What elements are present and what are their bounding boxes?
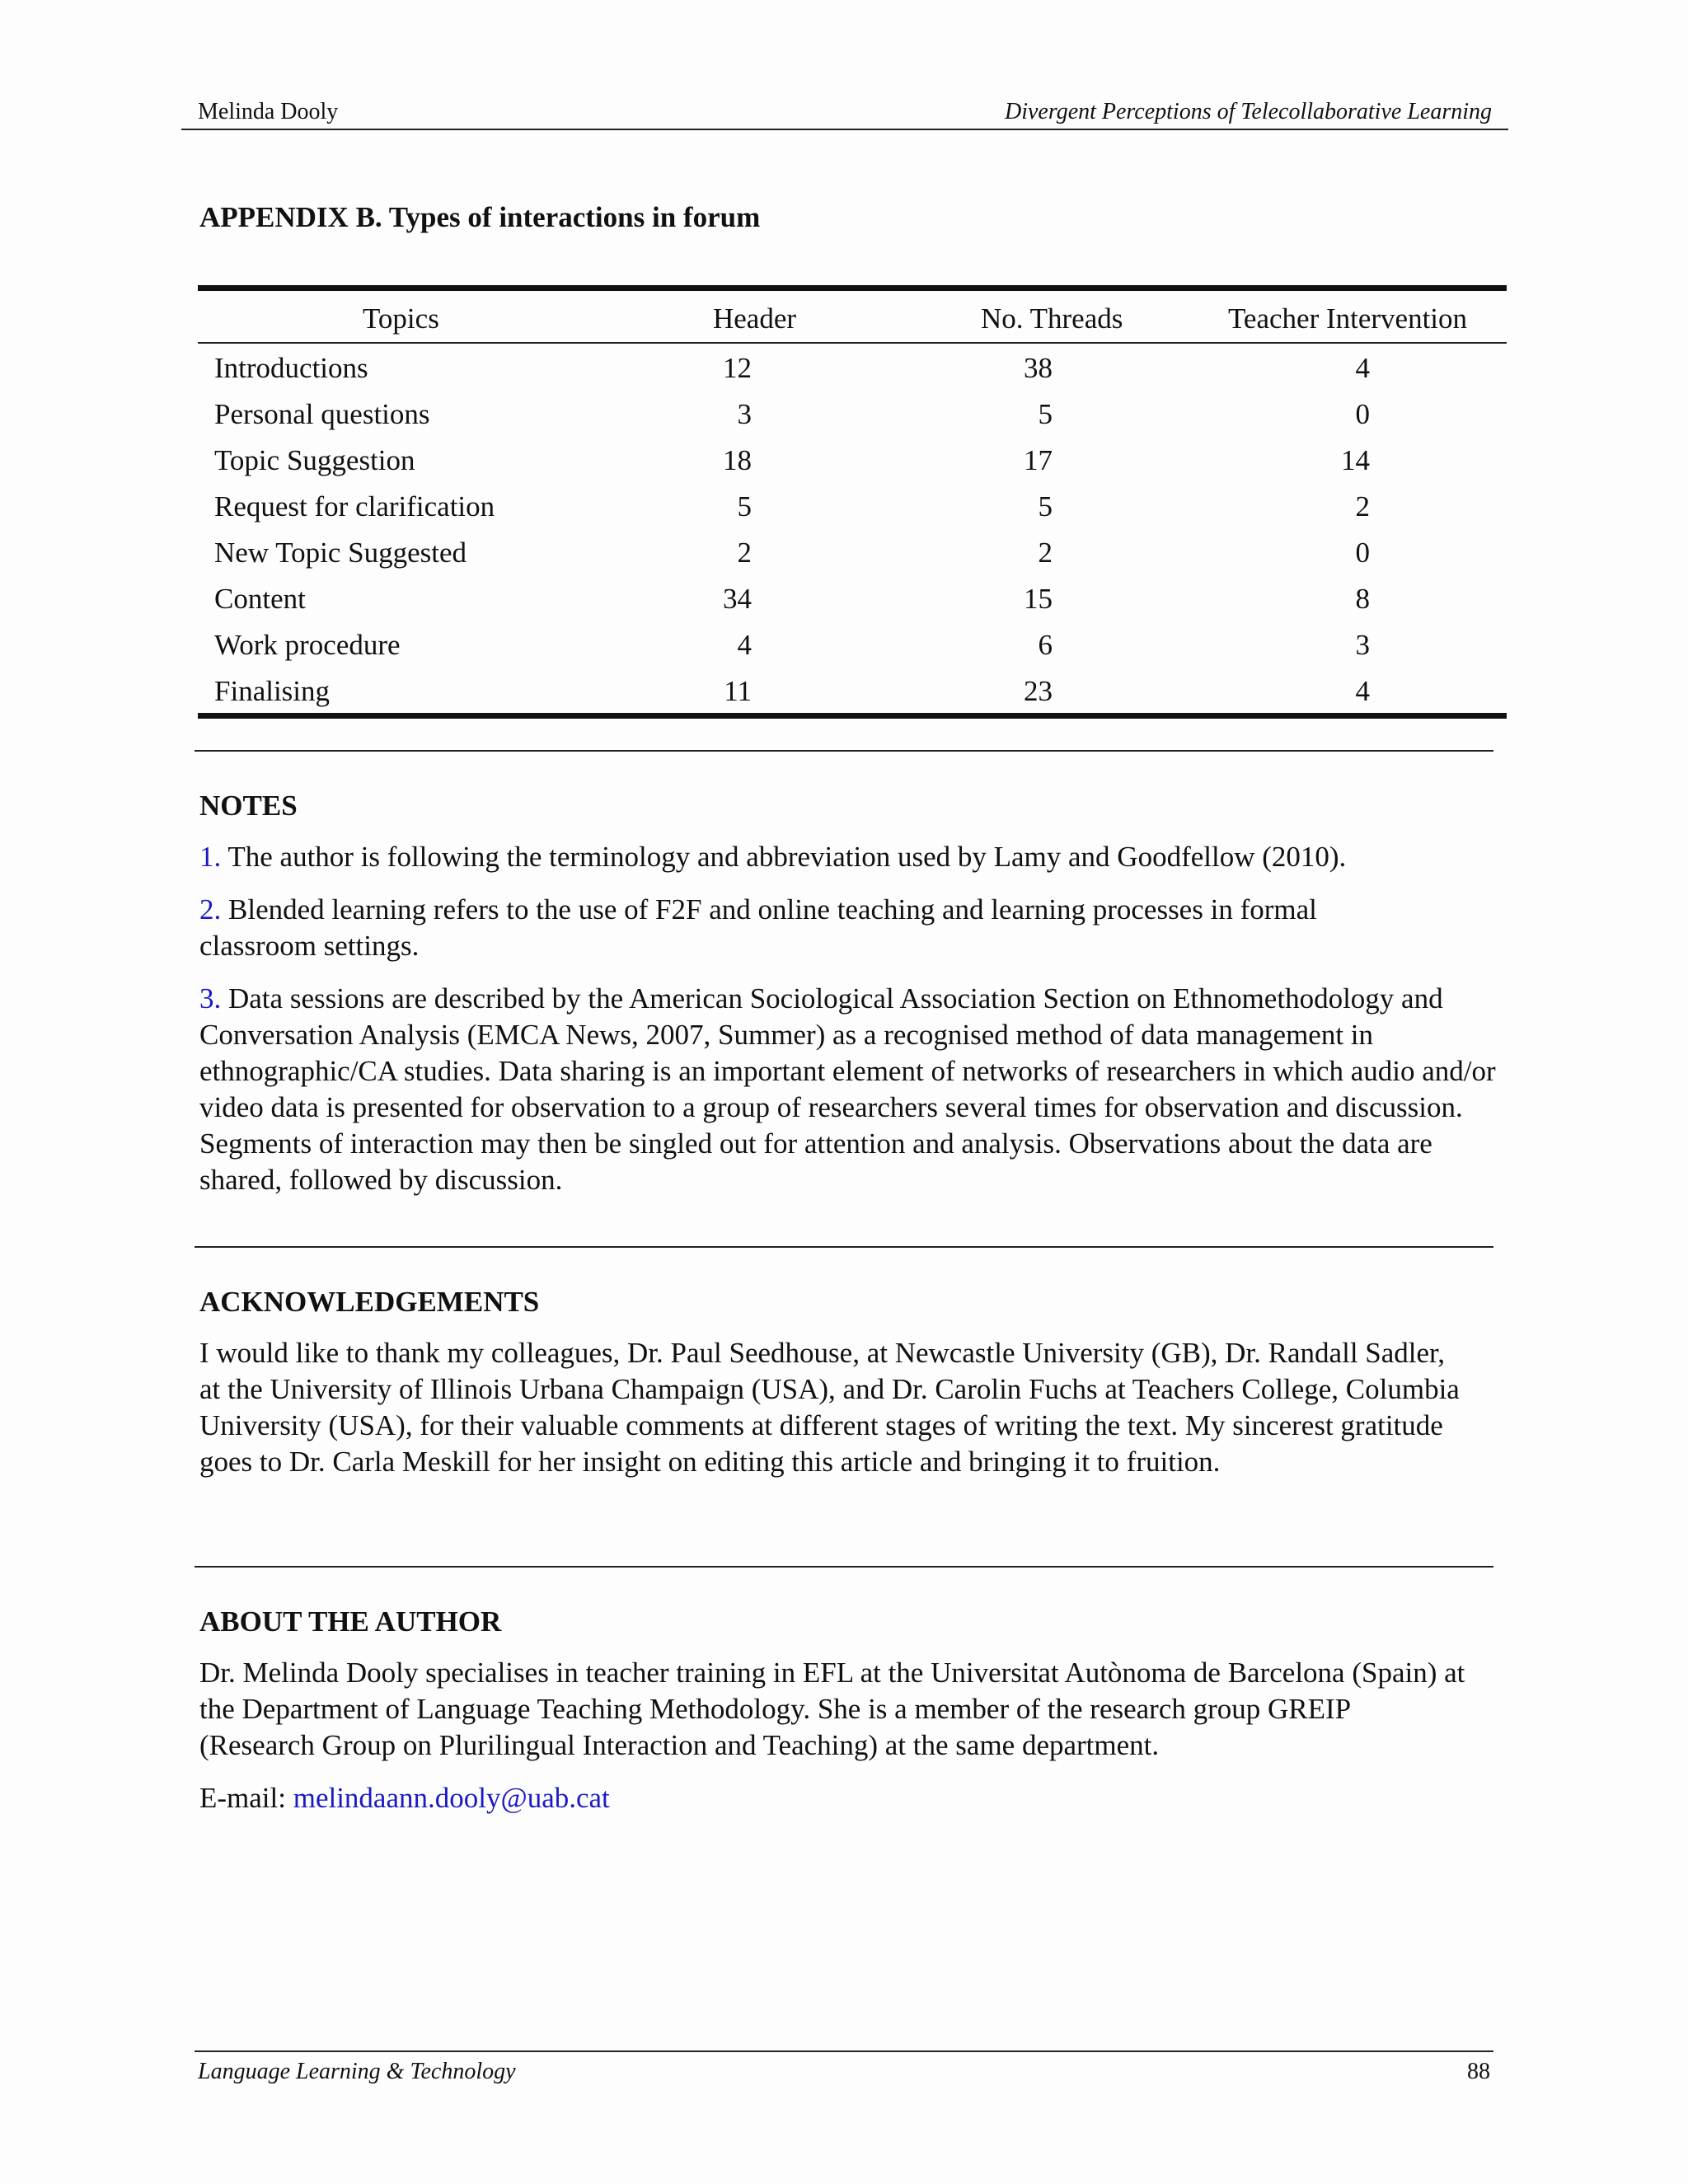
column-header-threads: No. Threads xyxy=(981,302,1123,335)
header-author: Melinda Dooly xyxy=(198,99,339,124)
table-top-rule xyxy=(198,285,1507,291)
note-text: Data sessions are described by the American Sociological Association Section on Ethnomethodology and Conversation Analysis (EMCA News, 2007, Summer) as a recognised method of data management in ethnographic/CA studies. Data sharing is an important element of networks of researchers in which audio and/or video data is presented for observation to a group of researchers several times for observation and discussion. Segments of interaction may then be singled out for attention and analysis. Observations about the data are shared, followed by discussion. xyxy=(199,982,1496,1196)
email-line xyxy=(199,1780,1502,1816)
table-row xyxy=(198,574,1507,621)
running-header xyxy=(181,97,1508,130)
appendix-title: APPENDIX B. Types of interactions in forum xyxy=(199,201,761,233)
about-text: Dr. Melinda Dooly specialises in teacher training in EFL at the Universitat Autònoma de Barcelona (Spain) at the Department of Language Teaching Methodology. She is a member of the research group GREIP (Research Group on Plurilingual Interaction and Teaching) at the same department. xyxy=(199,1657,1465,1761)
cell-teacher: 3 xyxy=(1355,629,1370,661)
cell-topic: Request for clarification xyxy=(214,490,495,523)
cell-threads: 15 xyxy=(1024,583,1053,615)
cell-header: 3 xyxy=(737,398,752,430)
cell-threads: 5 xyxy=(1038,398,1053,430)
cell-threads: 23 xyxy=(1024,675,1053,707)
table-row xyxy=(198,344,1507,390)
column-header-header: Header xyxy=(713,302,797,335)
note-item xyxy=(199,839,1502,875)
table-row xyxy=(198,528,1507,574)
about-title: ABOUT THE AUTHOR xyxy=(199,1605,502,1638)
note-number: 1. xyxy=(199,841,222,873)
table-header-row xyxy=(198,291,1507,342)
page-number: 88 xyxy=(1467,2059,1490,2084)
cell-teacher: 4 xyxy=(1355,675,1370,707)
cell-threads: 2 xyxy=(1038,537,1053,569)
cell-threads: 5 xyxy=(1038,490,1053,523)
cell-teacher: 2 xyxy=(1355,490,1370,523)
cell-teacher: 4 xyxy=(1355,352,1370,384)
note-number: 2. xyxy=(199,893,222,926)
table-row xyxy=(198,621,1507,667)
cell-topic: Topic Suggestion xyxy=(214,444,415,476)
note-number: 3. xyxy=(199,982,222,1015)
table-row xyxy=(198,390,1507,436)
cell-topic: Work procedure xyxy=(214,629,401,661)
cell-header: 34 xyxy=(723,583,752,615)
column-header-topics: Topics xyxy=(363,302,439,335)
cell-topic: Content xyxy=(214,583,306,615)
note-text: The author is following the terminology and abbreviation used by Lamy and Goodfellow (2010). xyxy=(227,841,1347,873)
cell-threads: 17 xyxy=(1024,444,1053,476)
page-footer xyxy=(195,2050,1493,2084)
table-row xyxy=(198,436,1507,482)
acknowledgements-text: I would like to thank my colleagues, Dr. Paul Seedhouse, at Newcastle University (GB), Dr. Randall Sadler, at the University of Illinois Urbana Champaign (USA), and Dr. Carolin Fuchs at Teachers College, Columbia University (USA), for their valuable comments at different stages of writing the text. My sincerest gratitude goes to Dr. Carla Meskill for her insight on editing this article and bringing it to fruition. xyxy=(199,1337,1460,1478)
divider xyxy=(195,1566,1493,1568)
interactions-table xyxy=(198,285,1507,719)
cell-topic: Introductions xyxy=(214,352,368,384)
cell-header: 2 xyxy=(737,537,752,569)
header-article-title: Divergent Perceptions of Telecollaborative Learning xyxy=(1004,99,1492,124)
divider xyxy=(195,1246,1493,1248)
cell-teacher: 8 xyxy=(1355,583,1370,615)
email-link[interactable]: melindaann.dooly@uab.cat xyxy=(293,1782,610,1814)
cell-header: 11 xyxy=(724,675,752,707)
column-header-teacher: Teacher Intervention xyxy=(1228,302,1468,335)
cell-topic: Finalising xyxy=(214,675,331,707)
acknowledgements-title: ACKNOWLEDGEMENTS xyxy=(199,1286,540,1318)
cell-header: 12 xyxy=(723,352,752,384)
note-item xyxy=(199,981,1510,1198)
table-row xyxy=(198,667,1507,713)
note-text: Blended learning refers to the use of F2F and online teaching and learning processes in formal classroom settings. xyxy=(199,893,1317,962)
footer-journal: Language Learning & Technology xyxy=(198,2059,516,2084)
email-label: E-mail: xyxy=(199,1782,293,1814)
cell-teacher: 0 xyxy=(1355,537,1370,569)
notes-title: NOTES xyxy=(199,790,298,822)
table-body xyxy=(198,344,1507,713)
table-row xyxy=(198,482,1507,528)
cell-teacher: 14 xyxy=(1341,444,1370,476)
divider xyxy=(195,750,1493,752)
cell-threads: 38 xyxy=(1024,352,1053,384)
cell-header: 18 xyxy=(723,444,752,476)
table-bottom-rule xyxy=(198,713,1507,719)
note-item xyxy=(199,892,1403,964)
cell-header: 4 xyxy=(737,629,752,661)
cell-threads: 6 xyxy=(1038,629,1053,661)
cell-topic: Personal questions xyxy=(214,398,430,430)
cell-teacher: 0 xyxy=(1355,398,1370,430)
cell-topic: New Topic Suggested xyxy=(214,537,467,569)
cell-header: 5 xyxy=(737,490,752,523)
